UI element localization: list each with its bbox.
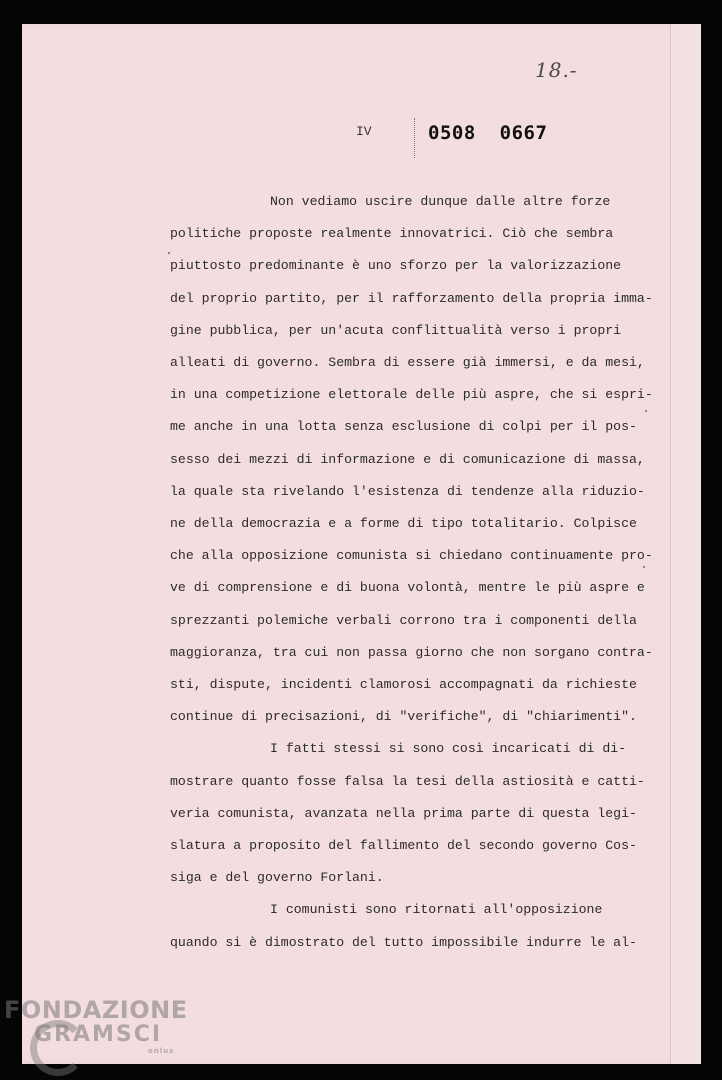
text-line: alleati di governo. Sembra di essere già immersi, e da mesi, <box>170 355 645 371</box>
text-line: veria comunista, avanzata nella prima parte di questa legi- <box>170 805 637 821</box>
text-line: che alla opposizione comunista si chiedano continuamente pro- <box>170 548 653 564</box>
handwritten-page-number: 18.- <box>535 58 578 82</box>
text-line: ve di comprensione e di buona volontà, mentre le più aspre e <box>170 580 645 596</box>
fondazione-gramsci-watermark <box>4 998 188 1055</box>
text-line: me anche in una lotta senza esclusione di colpi per il pos- <box>170 419 637 435</box>
paragraph-1 <box>170 186 653 733</box>
watermark-line-2: GRAMSCI <box>34 1022 163 1047</box>
text-line: continue di precisazioni, di "verifiche", di "chiarimenti". <box>170 709 637 725</box>
text-line: la quale sta rivelando l'esistenza di tendenze alla riduzio- <box>170 483 645 499</box>
watermark-line-1: FONDAZIONE <box>4 996 188 1024</box>
paragraph-2 <box>170 733 645 894</box>
text-line: sesso dei mezzi di informazione e di comunicazione di massa, <box>170 451 645 467</box>
text-line: slatura a proposito del fallimento del secondo governo Cos- <box>170 838 637 854</box>
paper-edge <box>670 24 701 1064</box>
paper-speck <box>168 252 170 254</box>
text-line: Non vediamo uscire dunque dalle altre forze <box>270 194 611 209</box>
text-line: quando si è dimostrato del tutto impossibile indurre le al- <box>170 934 637 950</box>
paragraph-3 <box>170 894 637 958</box>
text-line: gine pubblica, per un'acuta conflittualità verso i propri <box>170 322 622 338</box>
section-numeral: IV <box>356 124 372 139</box>
archive-stamp-number: 0508 0667 <box>428 122 548 144</box>
text-line: sti, dispute, incidenti clamorosi accompagnati da richieste <box>170 677 637 693</box>
text-line: maggioranza, tra cui non passa giorno che non sorgano contra- <box>170 644 653 660</box>
text-line: siga e del governo Forlani. <box>170 870 384 886</box>
text-line: sprezzanti polemiche verbali corrono tra i componenti della <box>170 612 637 628</box>
text-line: I comunisti sono ritornati all'opposizione <box>270 902 603 918</box>
text-line: mostrare quanto fosse falsa la tesi della astiosità e catti- <box>170 773 645 789</box>
text-line: politiche proposte realmente innovatrici. Ciò che sembra <box>170 226 614 242</box>
paper-speck <box>643 566 645 568</box>
text-line: del proprio partito, per il rafforzamento della propria imma- <box>170 290 653 306</box>
dotted-mark <box>414 118 417 158</box>
text-line: piuttosto predominante è uno sforzo per la valorizzazione <box>170 258 622 274</box>
paper-speck <box>645 410 647 412</box>
text-line: ne della democrazia e a forme di tipo totalitario. Colpisce <box>170 516 637 532</box>
watermark-sub: onlus <box>148 1047 175 1055</box>
text-line: in una competizione elettorale delle più aspre, che si espri- <box>170 387 653 403</box>
body-text <box>170 186 653 959</box>
text-line: I fatti stessi si sono così incaricati di di- <box>270 741 627 757</box>
